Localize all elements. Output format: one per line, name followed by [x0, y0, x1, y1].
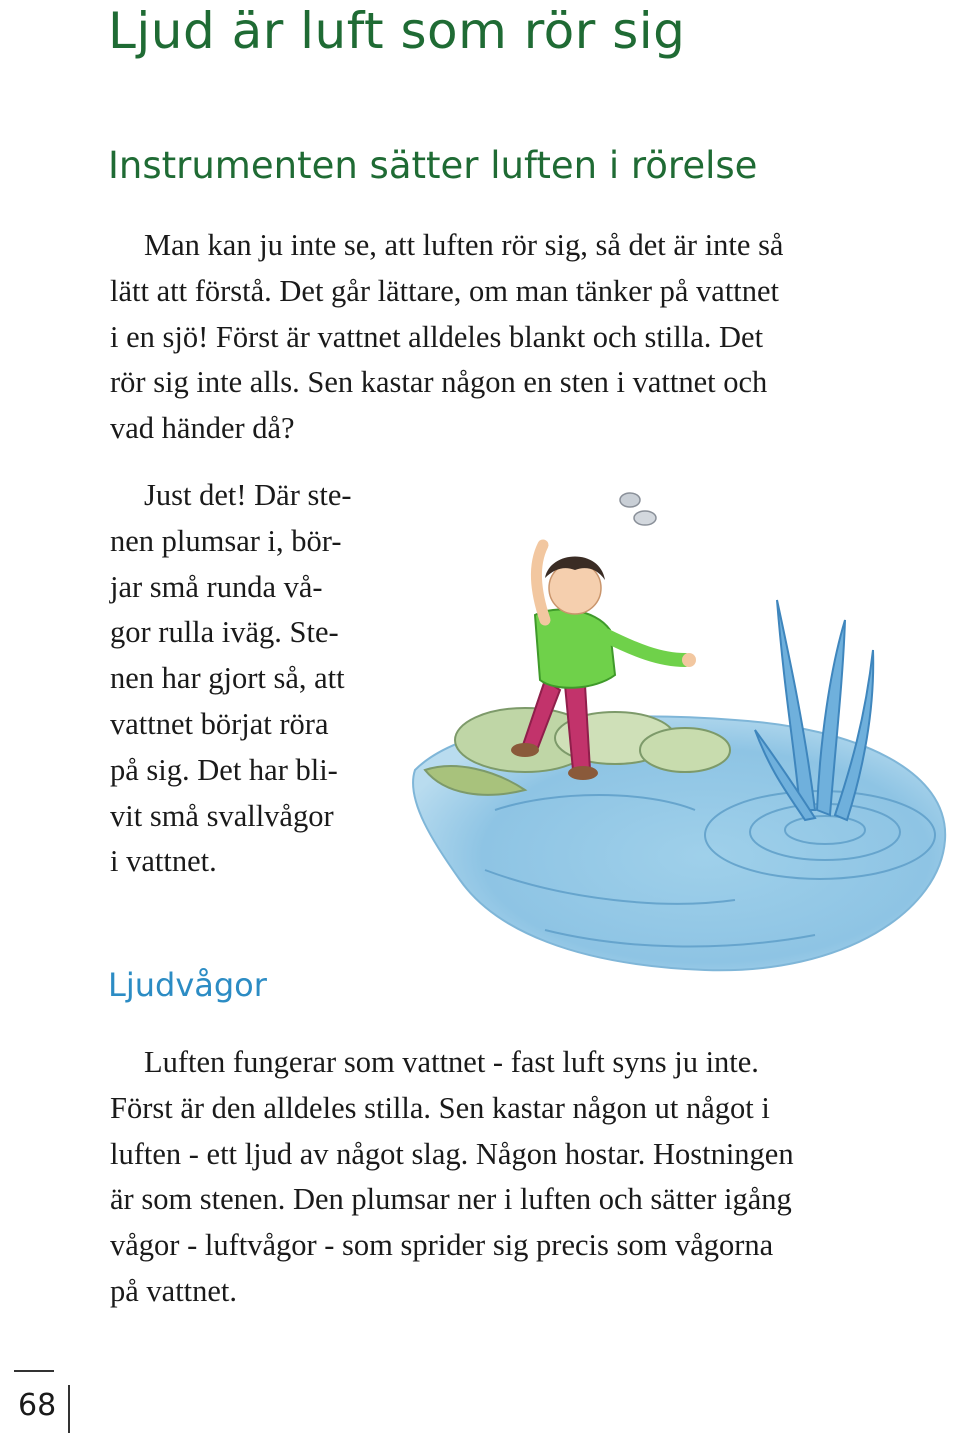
text-line: lätt att förstå. Det går lättare, om man tänker på vattnet: [110, 273, 780, 308]
text-line: rör sig inte alls. Sen kastar någon en sten i vattnet och: [110, 365, 768, 400]
child-throwing-stone-illustration: [405, 470, 955, 990]
text-line: luften - ett ljud av något slag. Någon hostar. Hostningen: [110, 1136, 794, 1171]
text-line: nen plumsar i, bör-: [110, 523, 342, 558]
text-line: Luften fungerar som vattnet - fast luft syns ju inte.: [144, 1045, 759, 1079]
section-heading-instruments: Instrumenten sätter luften i rörelse: [108, 144, 758, 187]
text-line: vattnet börjat röra: [110, 706, 329, 741]
page-title: Ljud är luft som rör sig: [108, 2, 686, 60]
stone: [634, 511, 656, 525]
text-line: vågor - luftvågor - som sprider sig precis som vågorna: [110, 1228, 774, 1263]
text-line: Man kan ju inte se, att luften rör sig, så det är inte så: [144, 228, 784, 262]
text-line: på vattnet.: [110, 1273, 238, 1308]
text-line: är som stenen. Den plumsar ner i luften och sätter igång: [110, 1182, 792, 1217]
text-line: i en sjö! Först är vattnet alldeles blankt och stilla. Det: [110, 319, 764, 354]
text-line: vad händer då?: [110, 411, 295, 446]
text-line: jar små runda vå-: [110, 569, 323, 604]
text-line: nen har gjort så, att: [110, 661, 345, 696]
paragraph-sound-waves: [110, 1040, 910, 1315]
section-heading-sound-waves: Ljudvågor: [108, 966, 267, 1004]
text-line: vit små svallvågor: [110, 798, 334, 833]
stone: [620, 493, 640, 507]
text-line: Först är den alldeles stilla. Sen kastar någon ut något i: [110, 1090, 770, 1125]
paragraph-stone: [110, 473, 430, 885]
paragraph-intro: [110, 223, 910, 452]
text-line: i vattnet.: [110, 844, 217, 879]
page-number: 68: [18, 1388, 57, 1423]
footer-rule: [14, 1370, 54, 1372]
page-number-divider: [68, 1385, 70, 1433]
text-line: på sig. Det har bli-: [110, 752, 338, 787]
text-line: Just det! Där ste-: [144, 478, 352, 512]
text-line: gor rulla iväg. Ste-: [110, 615, 339, 650]
